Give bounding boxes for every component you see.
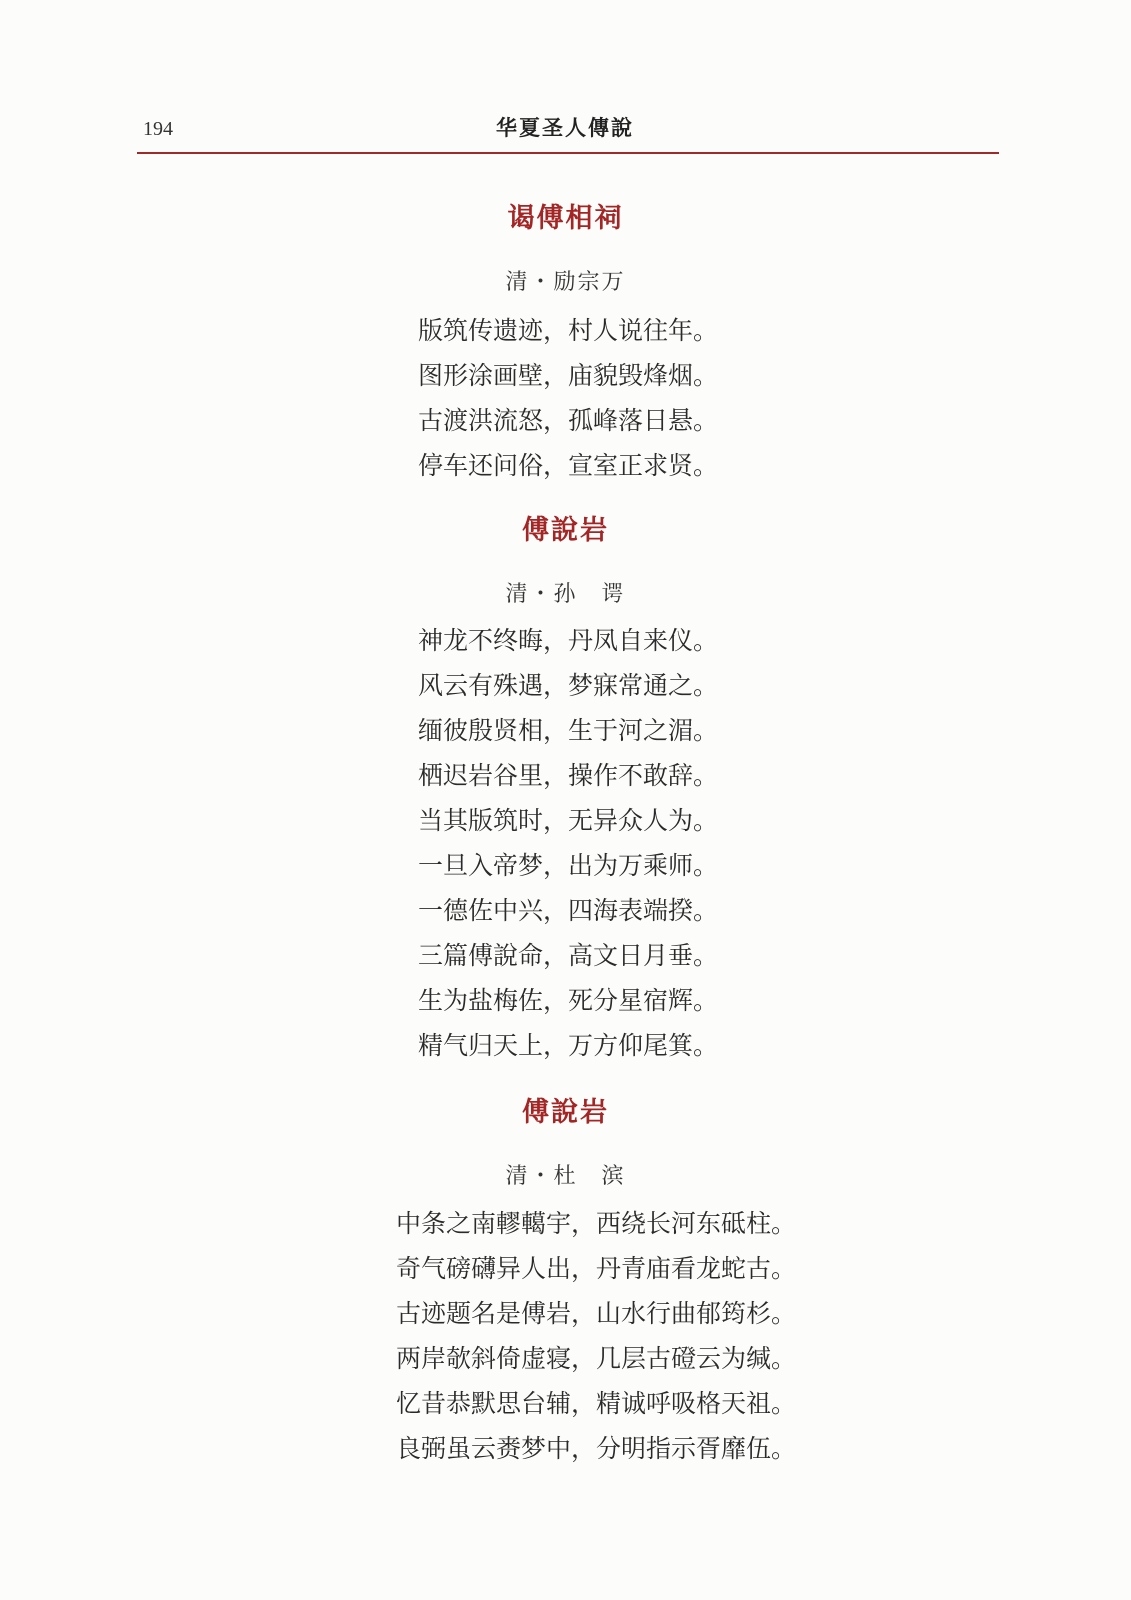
verse-line: 停车还问俗，宣室正求贤。 (418, 451, 719, 480)
page-number: 194 (143, 118, 173, 140)
poem-author: 清・杜 滨 (505, 1164, 626, 1189)
verse-line: 两岸欹斜倚虚寝，几层古磴云为缄。 (396, 1344, 797, 1373)
poem-author: 清・孙 谔 (505, 582, 626, 607)
verse-line: 三篇傅說命，高文日月垂。 (418, 941, 719, 970)
verse-line: 神龙不终晦，丹凤自来仪。 (418, 626, 719, 655)
verse-line: 中条之南轇轕宇，西绕长河东砥柱。 (396, 1209, 797, 1238)
verse-line: 图形涂画壁，庙貌毁烽烟。 (418, 361, 719, 390)
poem-title: 傅說岩 (522, 515, 609, 546)
poem-title: 傅說岩 (522, 1097, 609, 1128)
poem-verse (418, 308, 718, 488)
poem-author: 清・励宗万 (505, 270, 626, 295)
verse-line: 忆昔恭默思台辅，精诚呼吸格天祖。 (396, 1389, 797, 1418)
poem-verse (418, 618, 718, 1068)
verse-line: 当其版筑时，无异众人为。 (418, 806, 719, 835)
verse-line: 一德佐中兴，四海表端揆。 (418, 896, 719, 925)
poem-verse (396, 1201, 796, 1471)
verse-line: 一旦入帝梦，出为万乘师。 (418, 851, 719, 880)
verse-line: 良弼虽云赉梦中，分明指示胥靡伍。 (396, 1434, 797, 1463)
verse-line: 缅彼殷贤相，生于河之湄。 (418, 716, 719, 745)
verse-line: 版筑传遗迹，村人说往年。 (418, 316, 719, 345)
header-rule (137, 152, 999, 154)
running-head: 华夏圣人傳說 (496, 116, 634, 140)
poem-title: 谒傅相祠 (507, 203, 624, 234)
verse-line: 古迹题名是傅岩，山水行曲郁筠杉。 (396, 1299, 797, 1328)
verse-line: 风云有殊遇，梦寐常通之。 (418, 671, 719, 700)
verse-line: 古渡洪流怒，孤峰落日悬。 (418, 406, 719, 435)
verse-line: 奇气磅礴异人出，丹青庙看龙蛇古。 (396, 1254, 797, 1283)
verse-line: 精气归天上，万方仰尾箕。 (418, 1031, 719, 1060)
verse-line: 生为盐梅佐，死分星宿辉。 (418, 986, 719, 1015)
verse-line: 栖迟岩谷里，操作不敢辞。 (418, 761, 719, 790)
